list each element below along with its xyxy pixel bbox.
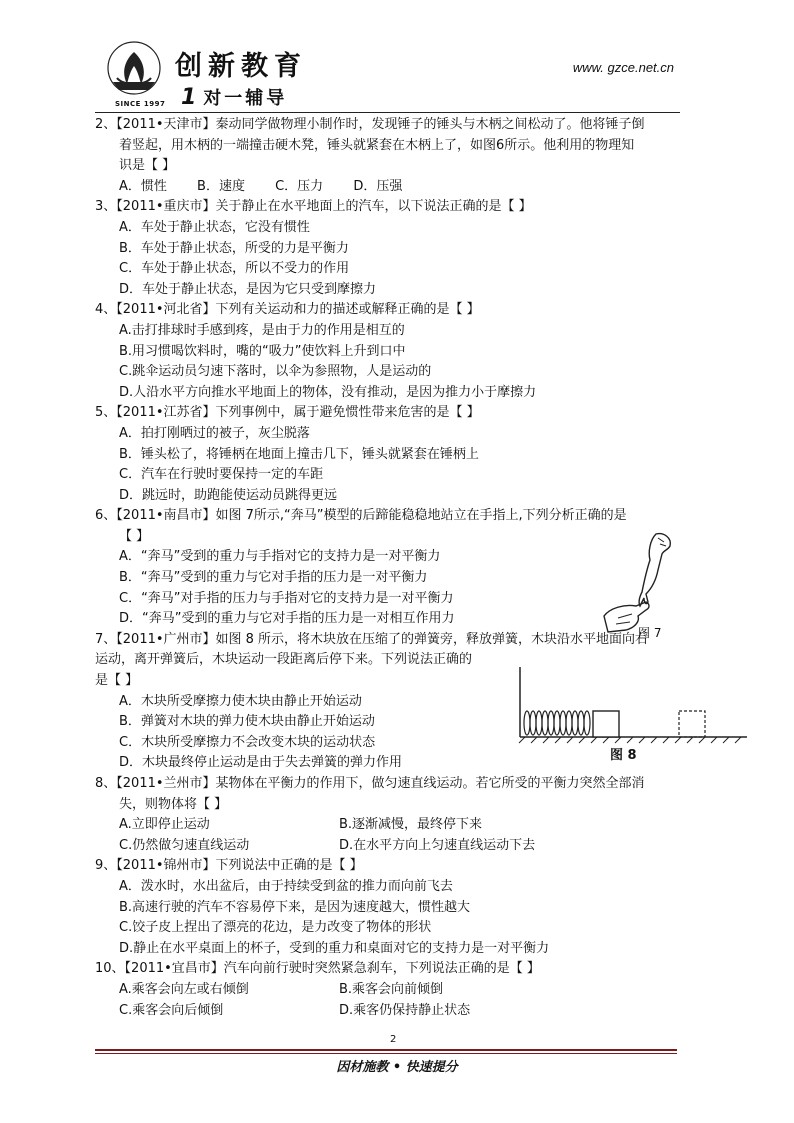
question-line: 2、【2011•天津市】秦动同学做物理小制作时，发现锤子的锤头与木柄之间松动了。他将锤子倒 xyxy=(95,117,645,132)
question-6 xyxy=(95,506,680,630)
option-c[interactable]: C.饺子皮上捏出了漂亮的花边，是力改变了物体的形状 xyxy=(119,920,432,936)
brand-subtitle-rest: 对一辅导 xyxy=(203,88,288,109)
option-b[interactable]: B.高速行驶的汽车不容易停下来，是因为速度越大，惯性越大 xyxy=(119,899,471,915)
footer-divider xyxy=(95,1049,677,1051)
brand-subtitle-one: 1 xyxy=(181,85,200,110)
option-b[interactable]: B.乘客会向前倾倒 xyxy=(339,981,444,997)
since-year: SINCE 1997 xyxy=(115,100,166,108)
option-c[interactable]: C.跳伞运动员匀速下落时，以伞为参照物，人是运动的 xyxy=(119,364,432,380)
option-b[interactable]: B．速度 xyxy=(197,178,245,194)
option-d[interactable]: D.乘客仍保持静止状态 xyxy=(339,1002,471,1018)
option-d[interactable]: D．跳远时，助跑能使运动员跳得更远 xyxy=(119,487,338,503)
page-number: 2 xyxy=(390,1034,397,1045)
option-c[interactable]: C．汽车在行驶时要保持一定的车距 xyxy=(119,467,324,483)
option-a[interactable]: A．“奔马”受到的重力与手指对它的支持力是一对平衡力 xyxy=(119,549,441,565)
figure-8-caption: 图 8 xyxy=(610,748,637,763)
option-a[interactable]: A．泼水时，水出盆后，由于持续受到盆的推力而向前飞去 xyxy=(119,878,453,894)
option-c[interactable]: C．车处于静止状态，所以不受力的作用 xyxy=(119,261,350,277)
option-d[interactable]: D.静止在水平桌面上的杯子，受到的重力和桌面对它的支持力是一对平衡力 xyxy=(119,940,550,956)
footer-divider xyxy=(95,1053,677,1054)
option-d[interactable]: D．木块最终停止运动是由于失去弹簧的弹力作用 xyxy=(119,755,403,771)
question-line: 8、【2011•兰州市】某物体在平衡力的作用下，做匀速直线运动。若它所受的平衡力突然全部消 xyxy=(95,776,645,791)
option-c[interactable]: C．“奔马”对手指的压力与手指对它的支持力是一对平衡力 xyxy=(119,590,454,606)
question-line: 运动，离开弹簧后，木块运动一段距离后停下来。下列说法正确的 xyxy=(95,652,473,668)
question-line: 3、【2011•重庆市】关于静止在水平地面上的汽车，以下说法正确的是【 】 xyxy=(95,199,532,215)
option-a[interactable]: A．拍打刚晒过的被子，灰尘脱落 xyxy=(119,425,310,441)
option-b[interactable]: B．弹簧对木块的弹力使木块由静止开始运动 xyxy=(119,714,375,730)
option-b[interactable]: B．锤头松了，将锤柄在地面上撞击几下，锤头就紧套在锤柄上 xyxy=(119,446,479,462)
option-d[interactable]: D．车处于静止状态，是因为它只受到摩擦力 xyxy=(119,281,377,297)
question-line: 着竖起，用木柄的一端撞击硬木凳，锤头就紧套在木柄上了，如图6所示。他利用的物理知 xyxy=(119,137,635,153)
question-line: 5、【2011•江苏省】下列事例中，属于避免惯性带来危害的是【 】 xyxy=(95,405,480,421)
question-line: 6、【2011•南昌市】如图 7所示,“奔马”模型的后蹄能稳稳地站立在手指上,下列分析正确的是 xyxy=(95,508,627,524)
figure-7-caption: 图 7 xyxy=(638,626,662,640)
question-line: 失，则物体将【 】 xyxy=(119,796,228,812)
brand-title: 创新教育 xyxy=(175,51,307,82)
option-b[interactable]: B．车处于静止状态，所受的力是平衡力 xyxy=(119,240,349,256)
question-3 xyxy=(95,197,680,300)
option-a[interactable]: A．木块所受摩擦力使木块由静止开始运动 xyxy=(119,693,362,709)
option-a[interactable]: A．惯性 xyxy=(119,178,167,194)
header-divider xyxy=(95,112,680,113)
question-line: 4、【2011•河北省】下列有关运动和力的描述或解释正确的是【 】 xyxy=(95,302,480,318)
question-list xyxy=(95,115,680,1021)
question-2 xyxy=(95,115,680,197)
brand-subtitle xyxy=(181,84,287,110)
option-c[interactable]: C．木块所受摩擦力不会改变木块的运动状态 xyxy=(119,734,376,750)
options-row xyxy=(95,836,680,857)
spring-block-figure xyxy=(515,665,750,745)
question-4 xyxy=(95,300,680,403)
question-9 xyxy=(95,856,680,959)
question-10 xyxy=(95,959,680,1021)
question-line: 10、【2011•宜昌市】汽车向前行驶时突然紧急刹车，下列说法正确的是【 】 xyxy=(95,961,540,977)
page-header xyxy=(95,38,680,113)
question-5 xyxy=(95,403,680,506)
option-d[interactable]: D．压强 xyxy=(353,178,403,194)
option-b[interactable]: B．“奔马”受到的重力与它对手指的压力是一对平衡力 xyxy=(119,570,428,586)
question-line: 【 】 xyxy=(119,528,150,544)
question-8 xyxy=(95,774,680,856)
options-row xyxy=(95,1001,680,1022)
options-row xyxy=(95,177,680,198)
option-a[interactable]: A.击打排球时手感到疼，是由于力的作用是相互的 xyxy=(119,322,405,338)
option-a[interactable]: A．车处于静止状态，它没有惯性 xyxy=(119,219,310,235)
option-d[interactable]: D.人沿水平方向推水平地面上的物体，没有推动，是因为推力小于摩擦力 xyxy=(119,384,537,400)
question-line: 是【 】 xyxy=(95,673,139,689)
option-a[interactable]: A.乘客会向左或右倾倒 xyxy=(119,981,249,997)
website-url[interactable]: www. gzce.net.cn xyxy=(572,60,674,75)
option-b[interactable]: B.逐渐减慢，最终停下来 xyxy=(339,817,483,833)
option-b[interactable]: B.用习惯喝饮料时，嘴的“吸力”使饮料上升到口中 xyxy=(119,343,406,359)
option-d[interactable]: D．“奔马”受到的重力与它对手指的压力是一对相互作用力 xyxy=(119,611,455,627)
creative-education-emblem-icon xyxy=(103,38,165,104)
question-line: 9、【2011•锦州市】下列说法中正确的是【 】 xyxy=(95,858,363,874)
option-c[interactable]: C.仍然做匀速直线运动 xyxy=(119,837,250,853)
footer-slogan: 因材施教 • 快速提分 xyxy=(336,1060,458,1075)
options-row xyxy=(95,815,680,836)
question-line: 7、【2011•广州市】如图 8 所示，将木块放在压缩了的弹簧旁，释放弹簧，木块沿水平地面向右 xyxy=(95,631,649,647)
options-row xyxy=(95,980,680,1001)
option-c[interactable]: C．压力 xyxy=(275,178,324,194)
question-line: 识是【 】 xyxy=(119,158,176,174)
option-a[interactable]: A.立即停止运动 xyxy=(119,817,210,833)
option-d[interactable]: D.在水平方向上匀速直线运动下去 xyxy=(339,837,536,853)
option-c[interactable]: C.乘客会向后倾倒 xyxy=(119,1002,224,1018)
